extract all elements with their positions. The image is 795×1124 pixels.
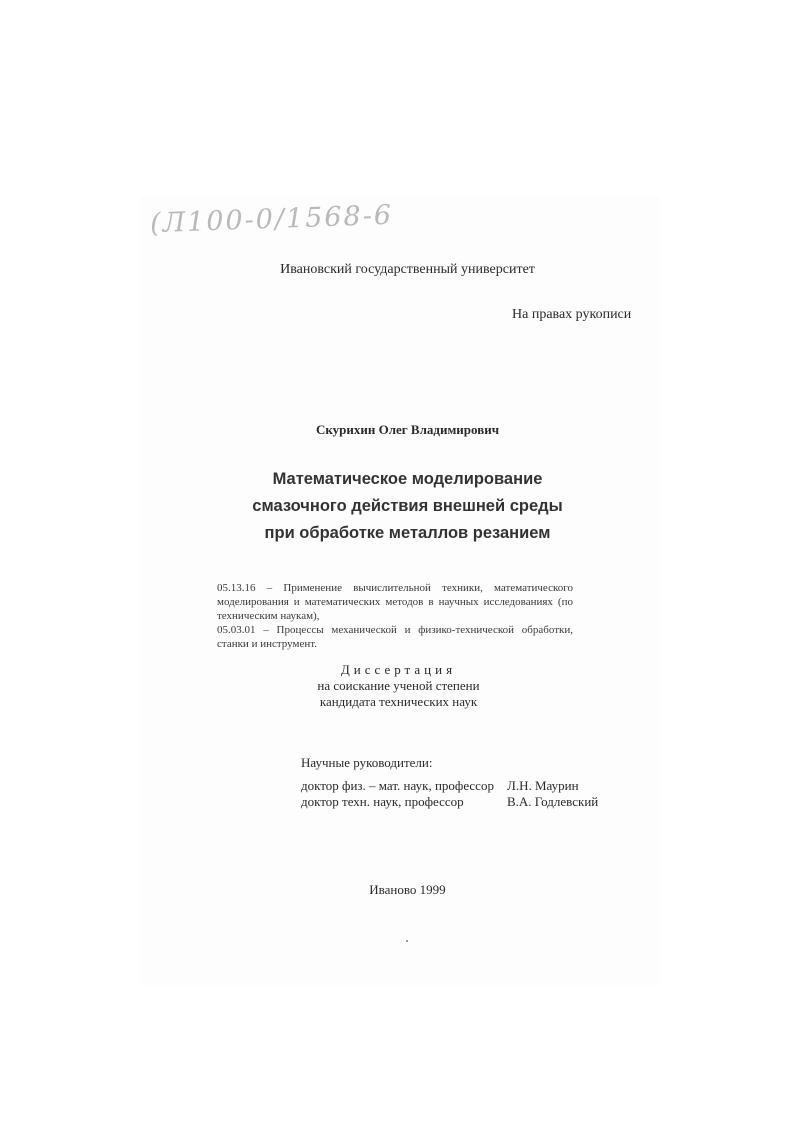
advisor-row	[301, 794, 598, 810]
university-name: Ивановский государственный университет	[280, 262, 535, 277]
dissertation-label: Диссертация	[340, 662, 457, 677]
advisor-name: Л.Н. Маурин	[507, 778, 579, 793]
title-line: Математическое моделирование	[272, 470, 543, 488]
specialty-item: 05.13.16 – Применение вычислительной техники, математического моделирования и математических методов в научных исследованиях (по техническим наукам),	[217, 582, 573, 622]
advisor-name: В.А. Годлевский	[507, 794, 599, 809]
degree-line: на соискание ученой степени	[317, 678, 480, 693]
specialty-codes	[217, 581, 573, 651]
specialty-item: 05.03.01 – Процессы механической и физико-технической обработки, станки и инструмент.	[217, 624, 573, 650]
title-line: при обработке металлов резанием	[264, 524, 551, 542]
advisor-degree: доктор техн. наук, профессор	[301, 794, 464, 809]
scan-speck	[406, 940, 408, 942]
advisor-row	[301, 778, 579, 794]
author-name: Скурихин Олег Владимирович	[315, 422, 500, 437]
archive-stamp: (Л100-0/1568-6	[149, 199, 394, 240]
dissertation-title	[0, 466, 795, 547]
advisor-degree: доктор физ. – мат. наук, профессор	[301, 778, 494, 793]
dissertation-type	[0, 662, 795, 710]
city-year: Иваново 1999	[369, 882, 446, 897]
advisors-label: Научные руководители:	[301, 755, 433, 770]
title-line: смазочного действия внешней среды	[252, 497, 563, 515]
rights-note: На правах рукописи	[512, 307, 632, 322]
degree-line: кандидата технических наук	[319, 694, 478, 709]
